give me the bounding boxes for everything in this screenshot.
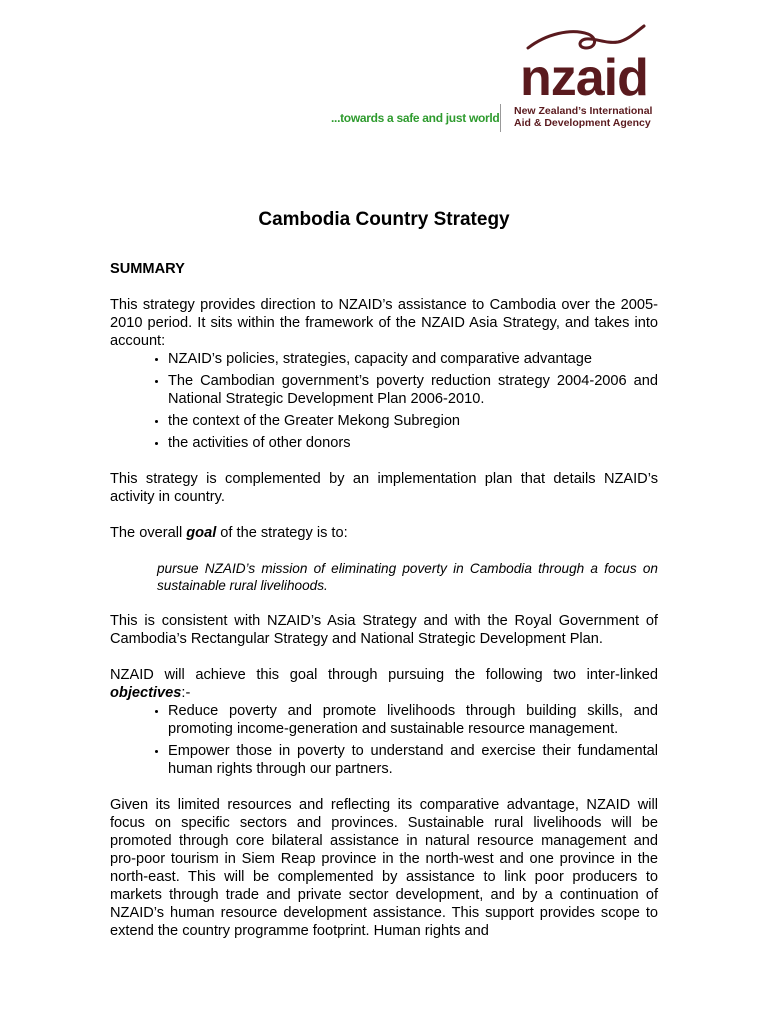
objectives-pre: NZAID will achieve this goal through pursuing the following two inter-linked: [110, 667, 658, 683]
letterhead: [0, 0, 768, 140]
page-title: Cambodia Country Strategy: [258, 209, 510, 230]
brand-wordmark: nzaid: [520, 49, 648, 107]
final-paragraph: Given its limited resources and reflecting its comparative advantage, NZAID will focus on specific sectors and provinces. Sustainable rural livelihoods will be promoted through core bilateral assistance in natural resource management and pro-poor tourism in Siem Reap province in the north-west and one province in the north-east. This will be complemented by assistance to link poor producers to markets through trade and private sector development, and by a continuation of NZAID’s human resource development assistance. This support provides scope to extend the country programme footprint. Human rights and: [110, 797, 658, 939]
list-item: • Reduce poverty and promote livelihoods through building skills, and promoting income-generation and sustainable resource management.: [168, 702, 658, 738]
account-list: [110, 350, 658, 452]
consistent-paragraph: This is consistent with NZAID’s Asia Strategy and with the Royal Government of Cambodia’s Rectangular Strategy and National Strategic Development Plan.: [110, 613, 658, 647]
goal-post: of the strategy is to:: [216, 525, 348, 541]
objectives-post: :-: [181, 685, 191, 701]
objectives-paragraph: [110, 666, 658, 702]
agency-name: [514, 105, 652, 129]
list-item: • the context of the Greater Mekong Subregion: [168, 412, 658, 430]
tagline: ...towards a safe and just world: [331, 111, 500, 125]
intro-paragraph: This strategy provides direction to NZAID’s assistance to Cambodia over the 2005-2010 period. It sits within the framework of the NZAID Asia Strategy, and takes into account:: [110, 297, 658, 349]
list-item: • the activities of other donors: [168, 434, 658, 452]
agency-line-2: Aid & Development Agency: [514, 117, 651, 129]
goal-quote: pursue NZAID’s mission of eliminating poverty in Cambodia through a focus on sustainable rural livelihoods.: [157, 561, 658, 593]
goal-word: goal: [186, 525, 217, 541]
list-item: • NZAID’s policies, strategies, capacity and comparative advantage: [168, 350, 658, 368]
list-item: • Empower those in poverty to understand and exercise their fundamental human rights through our partners.: [168, 742, 658, 778]
summary-heading: SUMMARY: [110, 261, 185, 277]
goal-pre: The overall: [110, 525, 187, 541]
objectives-list: [110, 702, 658, 778]
header-divider: [500, 104, 501, 132]
agency-line-1: New Zealand’s International: [514, 105, 653, 117]
implementation-paragraph: This strategy is complemented by an implementation plan that details NZAID’s activity in country.: [110, 471, 658, 505]
list-item: • The Cambodian government’s poverty reduction strategy 2004-2006 and National Strategic Development Plan 2006-2010.: [168, 372, 658, 408]
goal-paragraph: [110, 524, 658, 542]
document-body: [110, 208, 658, 958]
objectives-word: objectives: [110, 685, 182, 701]
